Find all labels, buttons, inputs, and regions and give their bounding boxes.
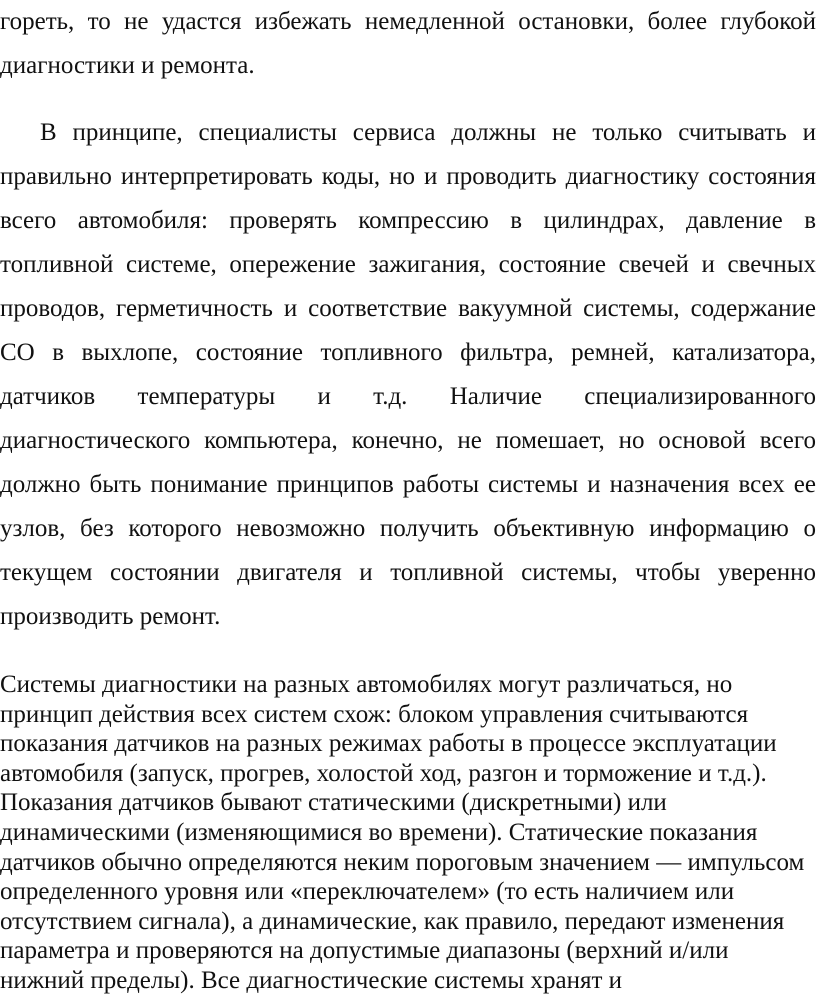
paragraph-diagnostics-specialists: В принципе, специалисты сервиса должны не только считывать и правильно интерпретировать коды, но и проводить диагностику состояния всего автомобиля: проверять компрессию в цилиндрах, давление в топливной системе, опережение зажигания, состояние свечей и свечных проводов, герметичность и соответствие вакуумной системы, содержание СО в выхлопе, состояние топливного фильтра, ремней, катализатора, датчиков температуры и т.д. Наличие специализированного диагностического компьютера, конечно, не помешает, но основой всего должно быть понимание принципов работы системы и назначения всех ее узлов, без которого невозможно получить объективную информацию о текущем состоянии двигателя и топливной системы, чтобы уверенно производить ремонт. <box>0 119 816 630</box>
paragraph-continuation: гореть, то не удастся избежать немедленной остановки, более глубокой диагностики и ремонта. <box>0 8 816 79</box>
paragraph-diagnostic-systems: Системы диагностики на разных автомобилях могут различаться, но принцип действия всех систем схож: блоком управления считываются показания датчиков на разных режимах работы в процессе эксплуатации автомобиля (запуск, прогрев, холостой ход, разгон и торможение и т.д.). Показания датчиков бывают статическими (дискретными) или динамическими (изменяющимися во времени). Статические показания датчиков обычно определяются неким пороговым значением — импульсом определенного уровня или «переключателем» (то есть наличием или отсутствием сигнала), а динамические, как правило, передают изменения параметра и проверяются на допустимые диапазоны (верхний и/или нижний пределы). Все диагностические системы хранят и <box>0 671 805 994</box>
